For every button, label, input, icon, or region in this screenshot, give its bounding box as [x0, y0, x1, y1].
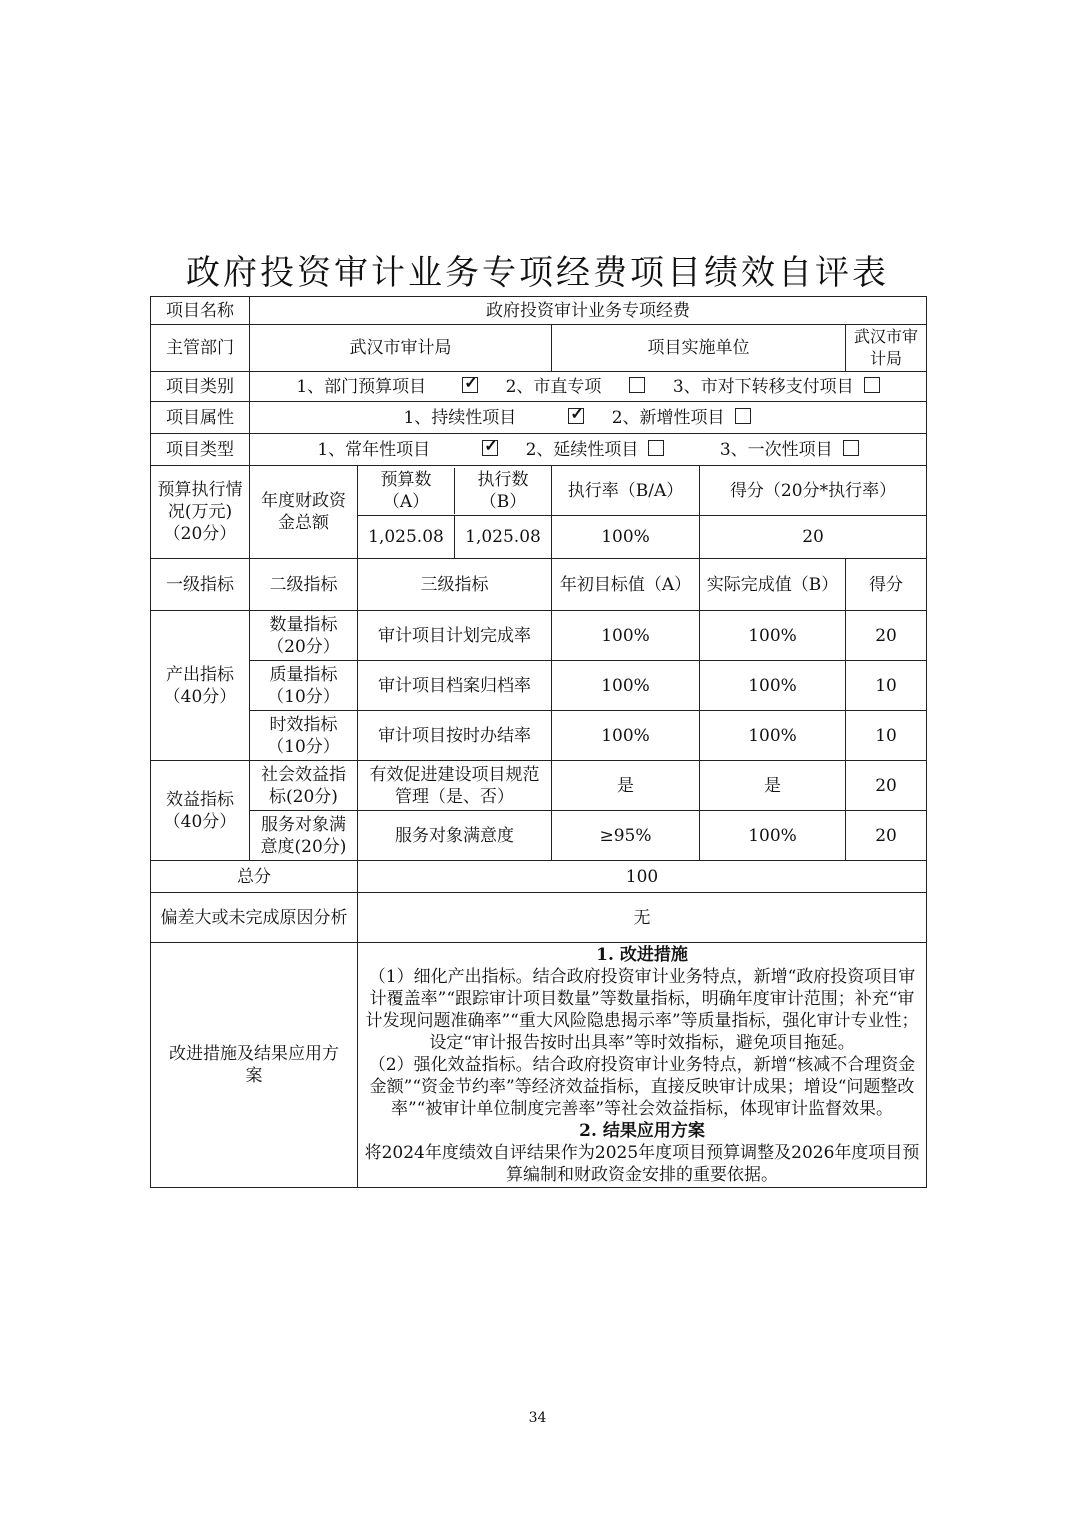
department-value: 武汉市审计局 — [250, 325, 552, 372]
project-name-label: 项目名称 — [151, 297, 250, 325]
total-value: 100 — [358, 861, 927, 893]
attribute-label: 项目属性 — [151, 402, 250, 434]
attribute-row — [151, 402, 927, 434]
unchecked-box-icon[interactable] — [648, 440, 664, 456]
table-row — [151, 811, 927, 861]
header-level1: 一级指标 — [151, 559, 250, 611]
improvement-paragraph-3: 将2024年度绩效自评结果作为2025年度项目预算调整及2026年度项目预算编制和财政资金安排的重要依据。 — [364, 1143, 920, 1185]
budget-label: 预算执行情况(万元)（20分） — [151, 466, 250, 559]
budget-header-row — [151, 466, 927, 516]
header-actual: 实际完成值（B） — [700, 559, 846, 611]
header-target: 年初目标值（A） — [552, 559, 700, 611]
total-label: 总分 — [151, 861, 358, 893]
implementing-unit-value: 武汉市审计局 — [846, 325, 927, 372]
type-option-3: 3、一次性项目 — [720, 439, 859, 461]
category-row — [151, 372, 927, 402]
output-score: 10 — [846, 661, 927, 711]
output-score: 20 — [846, 611, 927, 661]
output-l3: 审计项目按时办结率 — [358, 711, 552, 761]
benefit-l2: 服务对象满意度(20分) — [250, 811, 358, 861]
output-actual: 100% — [700, 661, 846, 711]
category-options — [250, 372, 927, 402]
benefit-target: 是 — [552, 761, 700, 811]
page-title: 政府投资审计业务专项经费项目绩效自评表 — [186, 253, 889, 293]
budget-ab-table — [358, 468, 551, 514]
deviation-row — [151, 893, 927, 943]
budget-value-cell — [358, 516, 552, 559]
category-label: 项目类别 — [151, 372, 250, 402]
implementing-unit-label: 项目实施单位 — [552, 325, 846, 372]
category-option-2: 2、市直专项 — [506, 376, 646, 398]
header-level3: 三级指标 — [358, 559, 552, 611]
output-target: 100% — [552, 711, 700, 761]
execution-rate-label: 执行率（B/A） — [552, 466, 700, 516]
benefit-indicator-label: 效益指标（40分） — [151, 761, 250, 861]
header-score: 得分 — [846, 559, 927, 611]
header-level2: 二级指标 — [250, 559, 358, 611]
improvement-row — [151, 943, 927, 1188]
improvement-content — [358, 943, 927, 1188]
output-score: 10 — [846, 711, 927, 761]
budget-ab-values — [358, 516, 551, 558]
table-row — [151, 761, 927, 811]
table-row — [151, 711, 927, 761]
fund-total-label: 年度财政资金总额 — [250, 466, 358, 559]
budget-a-label: 预算数（A） — [358, 468, 455, 514]
improvement-heading-1: 1. 改进措施 — [596, 945, 688, 965]
benefit-score: 20 — [846, 761, 927, 811]
checked-box-icon[interactable] — [568, 408, 584, 424]
output-l2: 数量指标（20分） — [250, 611, 358, 661]
unchecked-box-icon[interactable] — [735, 408, 751, 424]
budget-a-value: 1,025.08 — [358, 516, 455, 558]
benefit-score: 20 — [846, 811, 927, 861]
output-actual: 100% — [700, 711, 846, 761]
page-number: 34 — [528, 1410, 547, 1426]
improvement-paragraph-1: （1）细化产出指标。结合政府投资审计业务特点，新增“政府投资项目审计覆盖率”“跟踪审计项目数量”等数量指标，明确年度审计范围；补充“审计发现问题准确率”“重大风险隐患揭示率”等质量指标，强化审计专业性；设定“审计报告按时出具率”等时效指标，避免项目拖延。 — [365, 967, 919, 1053]
improvement-label: 改进措施及结果应用方案 — [151, 943, 358, 1188]
output-target: 100% — [552, 611, 700, 661]
unchecked-box-icon[interactable] — [843, 440, 859, 456]
table-row — [151, 661, 927, 711]
type-row — [151, 434, 927, 466]
budget-b-value: 1,025.08 — [465, 527, 541, 547]
budget-score-value: 20 — [700, 516, 927, 559]
improvement-paragraph-2: （2）强化效益指标。结合政府投资审计业务特点，新增“核减不合理资金金额”“资金节约率”等经济效益指标，直接反映审计成果；增设“问题整改率”“被审计单位制度完善率”等社会效益指标，体现审计监督效果。 — [368, 1055, 916, 1119]
output-l2: 质量指标（10分） — [250, 661, 358, 711]
improvement-heading-2: 2. 结果应用方案 — [579, 1121, 705, 1141]
output-l2: 时效指标（10分） — [250, 711, 358, 761]
attribute-options — [250, 402, 927, 434]
unchecked-box-icon[interactable] — [629, 377, 645, 393]
checked-box-icon[interactable] — [482, 440, 498, 456]
table-row — [151, 611, 927, 661]
output-indicator-label: 产出指标（40分） — [151, 611, 250, 761]
department-label: 主管部门 — [151, 325, 250, 372]
benefit-target: ≥95% — [552, 811, 700, 861]
budget-b-label: 执行数（B） — [477, 469, 529, 512]
type-options — [250, 434, 927, 466]
department-row — [151, 325, 927, 372]
deviation-value: 无 — [358, 893, 927, 943]
unchecked-box-icon[interactable] — [864, 377, 880, 393]
total-row — [151, 861, 927, 893]
output-l3: 审计项目计划完成率 — [358, 611, 552, 661]
execution-rate-value: 100% — [552, 516, 700, 559]
benefit-actual: 100% — [700, 811, 846, 861]
category-option-3: 3、市对下转移支付项目 — [673, 376, 880, 398]
evaluation-table — [150, 296, 927, 1188]
type-label: 项目类型 — [151, 434, 250, 466]
deviation-label: 偏差大或未完成原因分析 — [151, 893, 358, 943]
benefit-l2: 社会效益指标(20分) — [250, 761, 358, 811]
output-actual: 100% — [700, 611, 846, 661]
output-l3: 审计项目档案归档率 — [358, 661, 552, 711]
type-option-1: 1、常年性项目✓ — [317, 439, 498, 461]
checked-box-icon[interactable] — [462, 377, 478, 393]
project-name-value: 政府投资审计业务专项经费 — [250, 297, 927, 325]
benefit-l3: 服务对象满意度 — [358, 811, 552, 861]
type-option-2: 2、延续性项目 — [526, 439, 665, 461]
benefit-l3: 有效促进建设项目规范管理（是、否） — [358, 761, 552, 811]
attribute-option-1: 1、持续性项目✓ — [403, 407, 584, 429]
benefit-actual: 是 — [700, 761, 846, 811]
budget-score-label: 得分（20分*执行率） — [700, 466, 927, 516]
indicator-header-row — [151, 559, 927, 611]
budget-cell — [358, 466, 552, 516]
attribute-option-2: 2、新增性项目 — [612, 407, 751, 429]
category-option-1: 1、部门预算项目✓ — [296, 376, 478, 398]
project-name-row — [151, 297, 927, 325]
output-target: 100% — [552, 661, 700, 711]
